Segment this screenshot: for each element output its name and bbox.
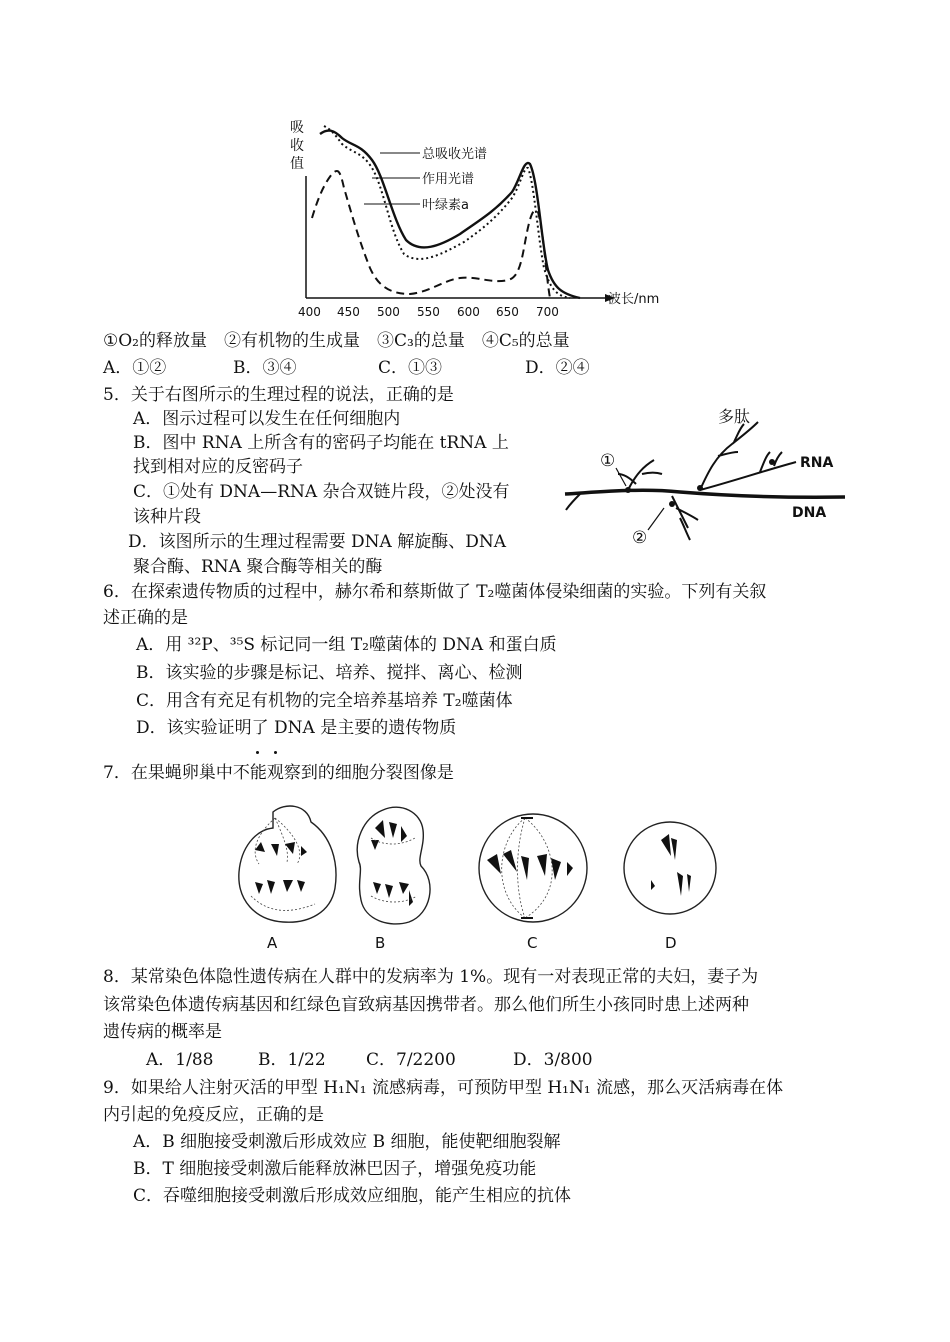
q4-option-c: C．①③ [378,358,443,378]
q9-option-b: B．T 细胞接受刺激后能释放淋巴因子，增强免疫功能 [133,1159,537,1179]
q5-option-c-line2: 该种片段 [133,507,201,527]
transcription-translation-figure [560,400,860,560]
q6-stem-line1: 6．在探索遗传物质的过程中，赫尔希和蔡斯做了 T₂噬菌体侵染细菌的实验。下列有关叙 [103,582,767,602]
cell-label-b: B [375,934,386,952]
cell-a-chromosomes [255,842,307,856]
marker-2: ② [632,528,648,548]
q6-stem-line2: 述正确的是 [103,608,188,628]
rna-main-branch [700,462,796,490]
dna-label: DNA [792,505,827,521]
ribosome-dot [769,459,775,465]
ribosome-dot [697,485,703,491]
cell-d-outline [624,822,716,914]
q8-stem-line3: 遗传病的概率是 [103,1022,222,1042]
dna-strand [565,490,845,497]
q4-option-b: B．③④ [233,358,297,378]
action-spectrum-label: 作用光谱 [422,172,475,187]
y-axis-label-2: 收 [290,138,304,154]
cell-b-lower-chromosomes [373,882,413,906]
rna-branch [618,460,662,490]
absorption-spectrum-figure [280,108,680,323]
emphasis-dot [256,751,259,754]
q8-option-d: D．3/800 [513,1050,593,1070]
q8-option-b: B．1/22 [258,1050,326,1070]
ribosome-dot [625,487,631,493]
ribosome-dot [669,501,675,507]
marker-1-arrow [616,468,626,486]
x-tick: 700 [536,305,559,319]
cell-a [239,806,336,922]
x-axis-label: 波长/nm [608,292,660,307]
cell-division-figures [225,800,725,955]
cell-a-spindle [255,818,300,864]
x-tick: 550 [417,305,440,319]
q8-stem-line1: 8．某常染色体隐性遗传病在人群中的发病率为 1%。现有一对表现正常的夫妇，妻子为 [103,967,759,987]
q7-stem: 7．在果蝇卵巢中不能观察到的细胞分裂图像是 [103,763,454,783]
rna-lower-branch [672,496,698,540]
rna-branch [700,422,758,490]
q6-option-c: C．用含有充足有机物的完全培养基培养 T₂噬菌体 [136,691,513,711]
cell-c [479,814,587,922]
emphasis-dot [274,751,277,754]
q8-option-c: C．7/2200 [366,1050,456,1070]
chlorophyll-a-label: 叶绿素a [422,198,469,213]
cell-d-chromosomes [651,834,691,896]
q9-option-c: C．吞噬细胞接受刺激后形成效应细胞，能产生相应的抗体 [133,1186,572,1206]
q5-option-c-line1: C．①处有 DNA—RNA 杂合双链片段，②处没有 [133,482,510,502]
marker-1: ① [600,451,616,471]
q4-option-a: A．①② [103,358,167,378]
q5-option-b-line2: 找到相对应的反密码子 [133,457,303,477]
y-axis-label-3: 值 [290,156,304,172]
y-axis-label-1: 吸 [290,120,304,136]
q6-option-b: B．该实验的步骤是标记、培养、搅拌、离心、检测 [136,663,523,683]
cell-d [624,822,716,914]
cell-a-outline [239,806,336,922]
q5-option-d-line1: D．该图所示的生理过程需要 DNA 解旋酶、DNA [128,532,507,552]
q5-option-a: A．图示过程可以发生在任何细胞内 [133,409,401,429]
x-tick: 650 [496,305,519,319]
total-absorption-label: 总吸收光谱 [422,147,488,162]
q6-option-a: A．用 ³²P、³⁵S 标记同一组 T₂噬菌体的 DNA 和蛋白质 [136,635,557,655]
x-tick: 600 [457,305,480,319]
q8-stem-line2: 该常染色体遗传病基因和红绿色盲致病基因携带者。那么他们所生小孩同时患上述两种 [103,995,749,1015]
x-tick: 400 [298,305,321,319]
q9-stem-line1: 9．如果给人注射灭活的甲型 H₁N₁ 流感病毒，可预防甲型 H₁N₁ 流感，那么灭活病毒在体 [103,1078,784,1098]
peptide-label: 多肽 [718,407,751,426]
cell-c-chromosomes [487,850,573,880]
q6-option-d: D．该实验证明了 DNA 是主要的遗传物质 [136,718,457,738]
marker-2-arrow [648,508,664,530]
x-tick: 500 [377,305,400,319]
cell-b-upper-chromosomes [371,820,407,850]
cell-label-c: C [527,934,538,952]
cell-a-chromosomes-lower [255,880,305,894]
q9-option-a: A．B 细胞接受刺激后形成效应 B 细胞，能使靶细胞裂解 [133,1132,561,1152]
q5-option-d-line2: 聚合酶、RNA 聚合酶等相关的酶 [133,557,383,577]
q5-option-b-line1: B．图中 RNA 上所含有的密码子均能在 tRNA 上 [133,433,509,453]
q5-stem: 5．关于右图所示的生理过程的说法，正确的是 [103,385,454,405]
q4-items: ①O₂的释放量 ②有机物的生成量 ③C₃的总量 ④C₅的总量 [103,331,570,351]
cell-a-lower-spindle [251,896,315,910]
rna-label: RNA [800,455,834,471]
q4-option-d: D．②④ [525,358,590,378]
cell-label-d: D [665,934,677,952]
q9-stem-line2: 内引起的免疫反应，正确的是 [103,1105,324,1125]
cell-b-spindle [371,838,417,902]
dna-left-end [566,494,580,510]
cell-label-a: A [267,934,278,952]
q8-option-a: A．1/88 [146,1050,214,1070]
cell-b [357,807,430,924]
x-tick: 450 [337,305,360,319]
